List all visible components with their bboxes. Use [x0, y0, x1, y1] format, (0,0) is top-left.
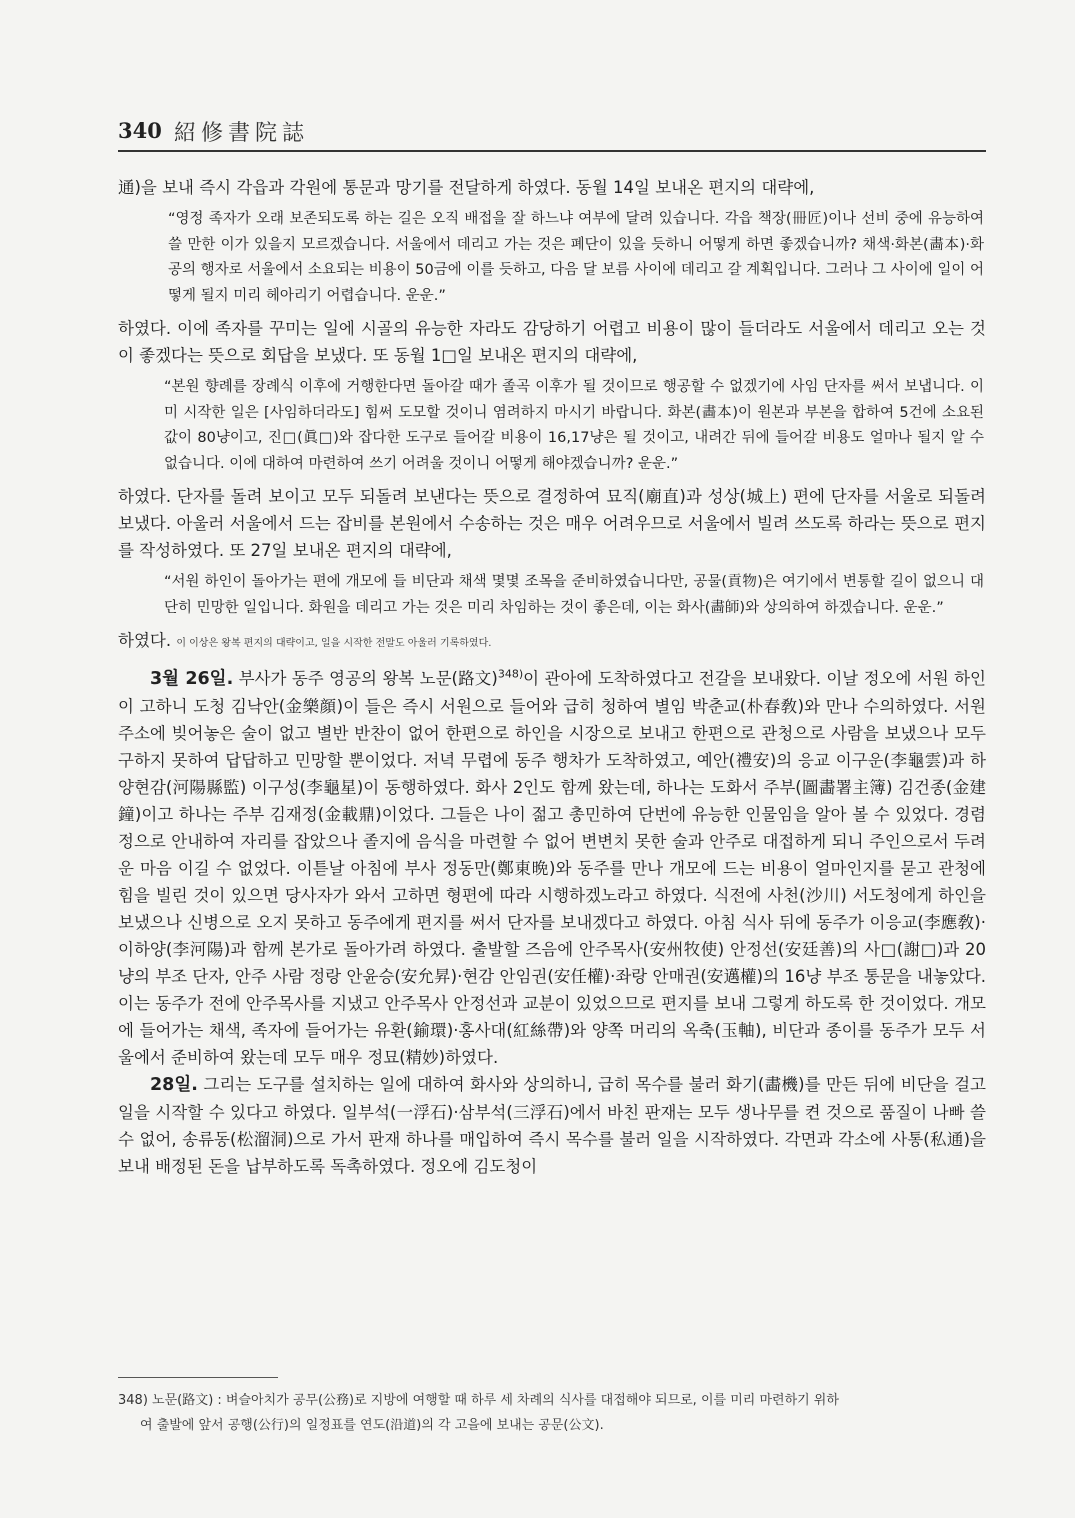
diary-entry: [118, 665, 986, 1071]
body-text: [118, 174, 986, 1180]
paragraph: 하였다. 이에 족자를 꾸미는 일에 시골의 유능한 자라도 감당하기 어렵고 비용이 많이 들더라도 서울에서 데리고 오는 것이 좋겠다는 뜻으로 회답을 보냈다. 또 동월 1□일 보내온 편지의 대략에,: [118, 319, 986, 365]
paragraph: [118, 627, 986, 657]
entry-date: 28일.: [150, 1075, 198, 1095]
diary-entry: [118, 1071, 986, 1180]
quoted-letter: “본원 향례를 장례식 이후에 거행한다면 돌아갈 때가 졸곡 이후가 될 것이므로 행공할 수 없겠기에 사임 단자를 써서 보냅니다. 이미 시작한 일은 [사임하더라도] 힘써 도모할 것이니 염려하지 마시기 바랍니다. 화본(畵本)이 원본과 부본을 합하여 5건에 소요된 값이 80냥이고, 진□(眞□)와 잡다한 도구로 들어갈 비용이 16,17냥은 될 것이고, 내려간 뒤에 들어갈 비용도 얼마나 될지 알 수 없습니다. 이에 대하여 마련하여 쓰기 어려울 것이니 어떻게 해야겠습니까? 운운.”: [164, 379, 984, 472]
footnote-ref[interactable]: 348): [497, 667, 524, 681]
quoted-letter: “서원 하인이 돌아가는 편에 개모에 들 비단과 채색 몇몇 조목을 준비하였습니다만, 공물(貢物)은 여기에서 변통할 길이 없으니 대단히 민망한 일입니다. 화원을 데리고 가는 것은 미리 차임하는 것이 좋은데, 이는 화사(畵師)와 상의하여 하겠습니다. 운운.”: [164, 574, 984, 616]
page-number: 340: [118, 118, 162, 143]
footnote-divider: [118, 1377, 278, 1378]
paragraph-text: 하였다.: [118, 631, 172, 650]
page-header: [118, 118, 986, 152]
entry-text: 그리는 도구를 설치하는 일에 대하여 화사와 상의하니, 급히 목수를 불러 화기(畵機)를 만든 뒤에 비단을 걸고 일을 시작할 수 있다고 하였다. 일부석(一浮石)·삼부석(三浮石)에서 바친 판재는 모두 생나무를 켠 것으로 품질이 나빠 쓸 수 없어, 송류동(松溜洞)으로 가서 판재 하나를 매입하여 즉시 목수를 불러 일을 시작하였다. 각면과 각소에 사통(私通)을 보내 배정된 돈을 납부하도록 독촉하였다. 정오에 김도청이: [118, 1075, 986, 1176]
footnote: [118, 1388, 986, 1438]
footnote-line: 여 출발에 앞서 공행(公行)의 일정표를 연도(沿道)의 각 고을에 보내는 공문(公文).: [140, 1418, 604, 1433]
entry-text: 이 관아에 도착하였다고 전갈을 보내왔다. 이날 정오에 서원 하인이 고하니 도청 김낙안(金樂顔)이 들은 즉시 서원으로 들어와 급히 청하여 별임 박춘교(朴春敎)와 만나 수의하였다. 서원 주소에 빚어놓은 술이 없고 별반 반찬이 없어 한편으로 하인을 시장으로 보내고 한편으로 관청으로 사람을 보냈으나 모두 구하지 못하여 답답하고 민망할 뿐이었다. 저녁 무렵에 동주 행차가 도착하였고, 예안(禮安)의 응교 이구운(李龜雲)과 하양현감(河陽縣監) 이구성(李龜星)이 동행하였다. 화사 2인도 함께 왔는데, 하나는 도화서 주부(圖畵署主簿) 김건종(金建鐘)이고 하나는 주부 김재정(金載鼎)이었다. 그들은 나이 젊고 총민하여 단번에 유능한 인물임을 알아 볼 수 있었다. 경렴정으로 안내하여 자리를 잡았으나 졸지에 음식을 마련할 수 없어 변변치 못한 술과 안주로 대접하게 되니 주인으로서 두려운 마음 이길 수 없었다. 이튿날 아침에 부사 정동만(鄭東晩)와 동주를 만나 개모에 드는 비용이 얼마인지를 묻고 관청에 힘을 빌린 것이 있으면 당사자가 와서 고하면 형편에 따라 시행하겠노라고 하였다. 식전에 사천(沙川) 서도청에게 하인을 보냈으나 신병으로 오지 못하고 동주에게 편지를 써서 단자를 보내겠다고 하였다. 아침 식사 뒤에 동주가 이응교(李應敎)·이하양(李河陽)과 함께 본가로 돌아가려 하였다. 출발할 즈음에 안주목사(安州牧使) 안정선(安廷善)의 사□(謝□)과 20냥의 부조 단자, 안주 사람 정랑 안윤승(安允昇)·현감 안임권(安任權)·좌랑 안매권(安邁權)의 16냥 부조 통문을 내놓았다. 이는 동주가 전에 안주목사를 지냈고 안주목사 안정선과 교분이 있었으므로 편지를 보내 그렇게 하도록 한 것이었다. 개모에 들어가는 채색, 족자에 들어가는 유환(鍮環)·홍사대(紅絲帶)와 양쪽 머리의 옥축(玉軸), 비단과 종이를 동주가 모두 서울에서 준비하여 왔는데 모두 매우 정묘(精妙)하였다.: [118, 669, 986, 1067]
book-title: 紹修書院誌: [174, 121, 310, 146]
paragraph: 通)을 보내 즉시 각읍과 각원에 통문과 망기를 전달하게 하였다. 동월 14일 보내온 편지의 대략에,: [118, 178, 815, 197]
footnote-line: 348) 노문(路文) : 벼슬아치가 공무(公務)로 지방에 여행할 때 하루 세 차례의 식사를 대접해야 되므로, 이를 미리 마련하기 위하: [118, 1393, 839, 1408]
paragraph: 하였다. 단자를 돌려 보이고 모두 되돌려 보낸다는 뜻으로 결정하여 묘직(廟直)과 성상(城上) 편에 단자를 서울로 되돌려 보냈다. 아울러 서울에서 드는 잡비를 본원에서 수송하는 것은 매우 어려우므로 서울에서 빌려 쓰도록 하라는 뜻으로 편지를 작성하였다. 또 27일 보내온 편지의 대략에,: [118, 487, 986, 560]
entry-date: 3월 26일.: [150, 669, 234, 689]
annotation-note: 이 이상은 왕복 편지의 대략이고, 일을 시작한 전말도 아울러 기록하였다.: [176, 638, 492, 649]
entry-text: 부사가 동주 영공의 왕복 노문(路文): [238, 669, 498, 688]
quoted-letter: “영정 족자가 오래 보존되도록 하는 길은 오직 배접을 잘 하느냐 여부에 달려 있습니다. 각읍 책장(冊匠)이나 선비 중에 유능하여 쓸 만한 이가 있을지 모르겠습니다. 서울에서 데리고 가는 것은 폐단이 있을 듯하니 어떻게 하면 좋겠습니까? 채색·화본(畵本)·화공의 행자로 서울에서 소요되는 비용이 50금에 이를 듯하고, 다음 달 보름 사이에 데리고 갈 계획입니다. 그러나 그 사이에 일이 어떻게 될지 미리 헤아리기 어렵습니다. 운운.”: [168, 211, 984, 304]
